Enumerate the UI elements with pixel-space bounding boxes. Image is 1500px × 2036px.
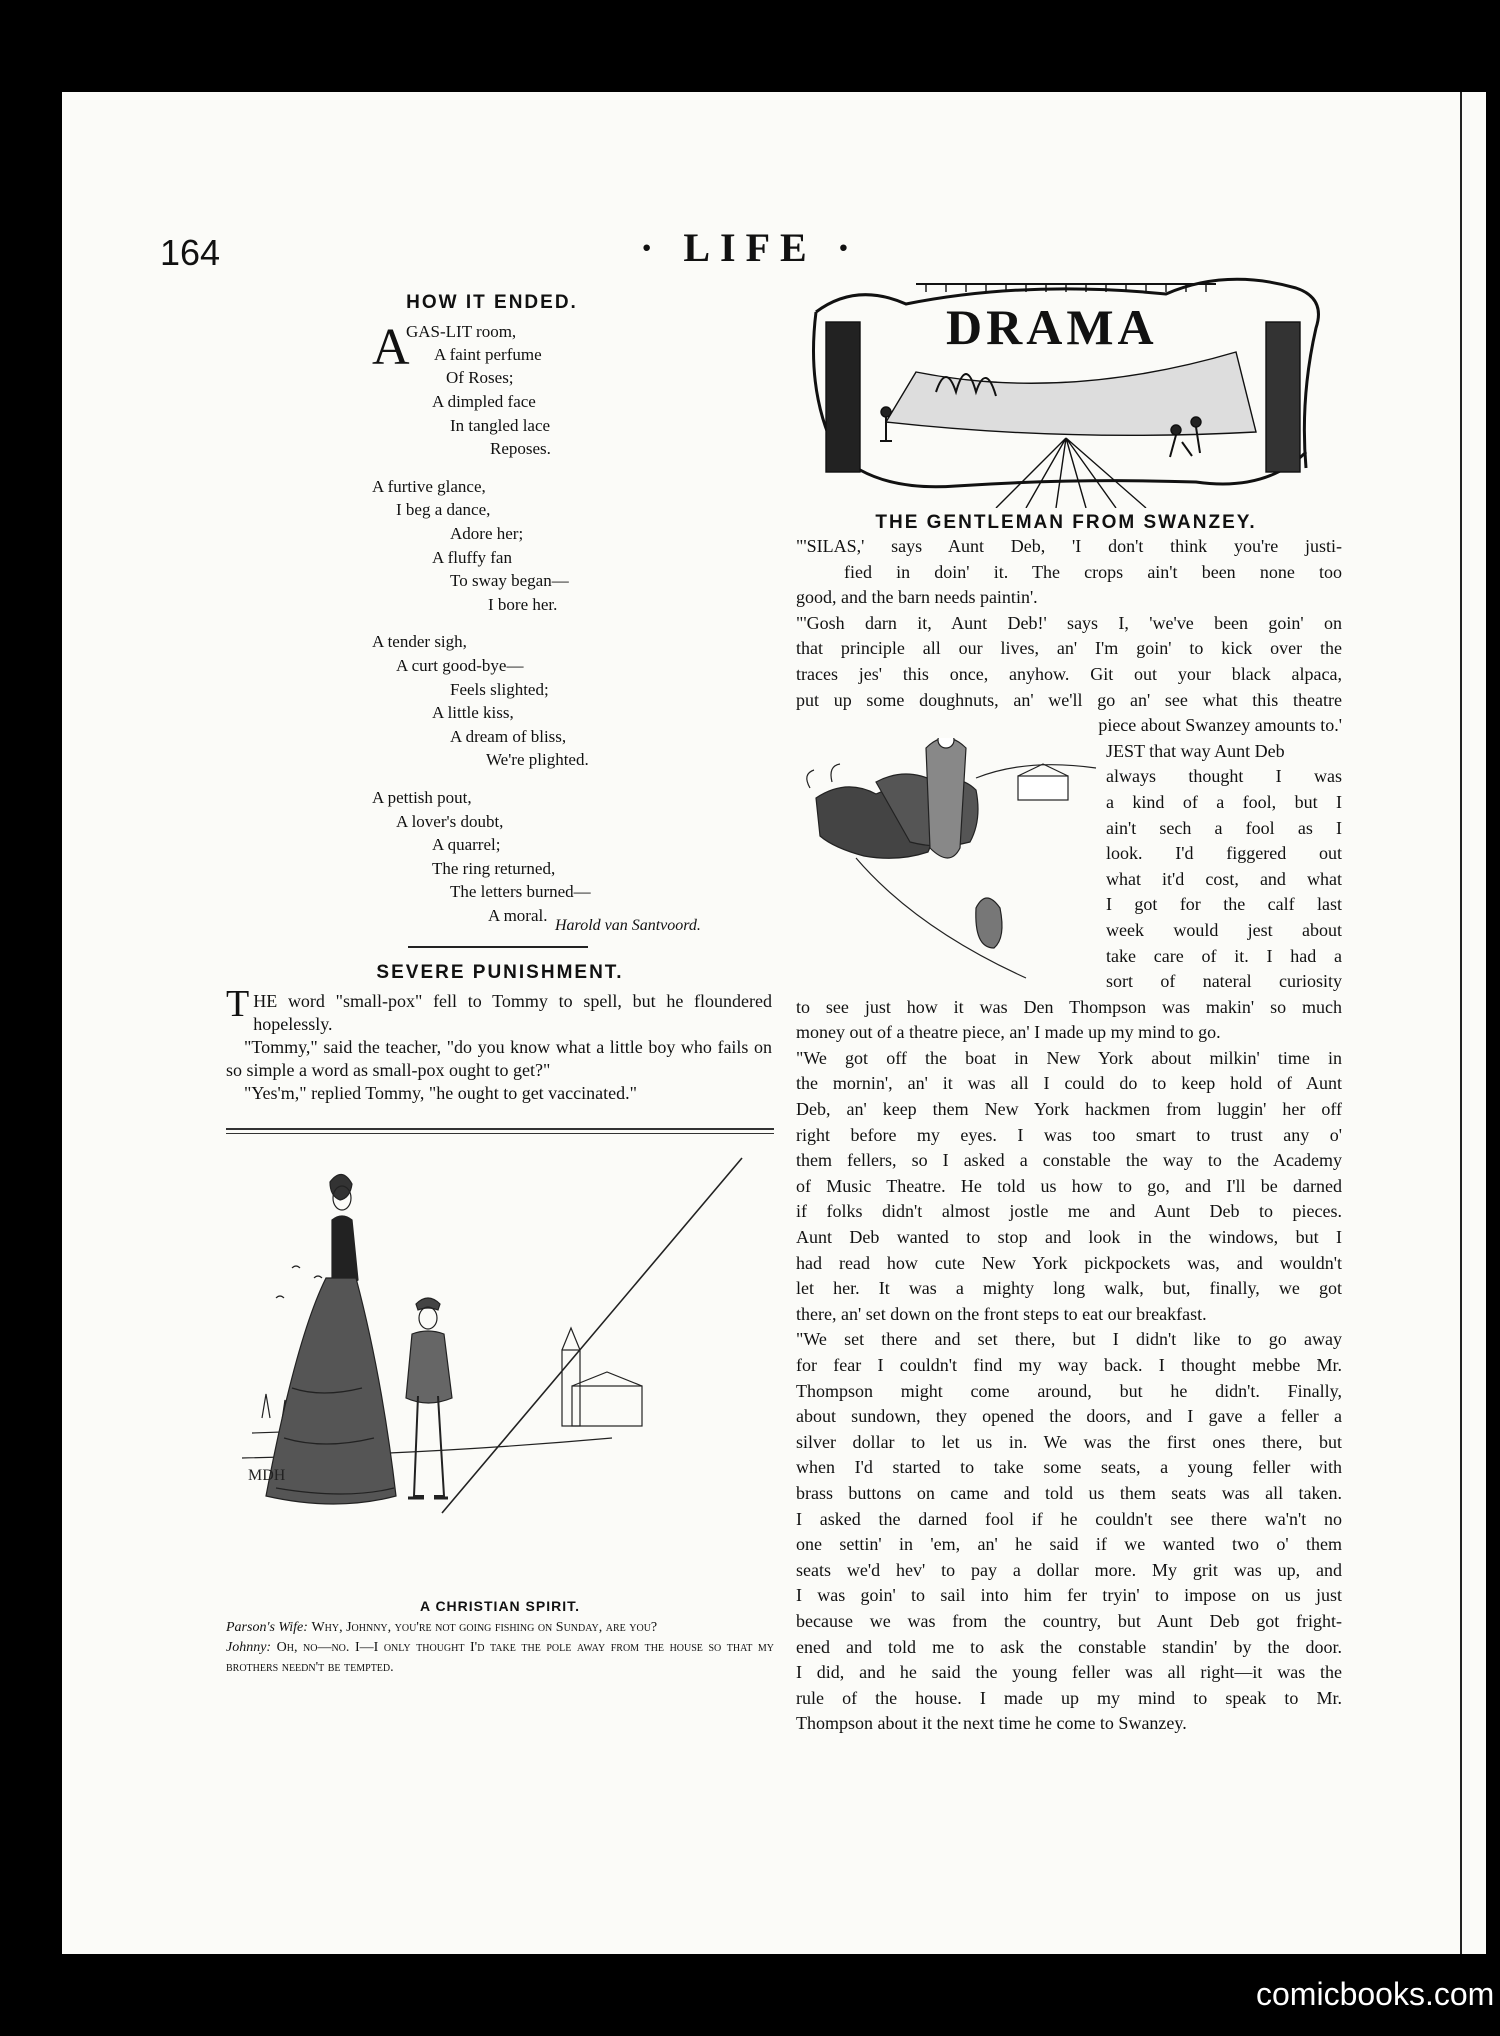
punishment-text <box>226 983 772 1105</box>
poem-line: A quarrel; <box>432 835 501 855</box>
farmhouse <box>1018 776 1068 800</box>
story-line: I did, and he said the young feller was all right—it was the <box>796 1662 1342 1683</box>
punishment-paragraph: "Tommy," said the teacher, "do you know what a little boy who fails on so simple a word as small-pox ought to get?" <box>226 1037 772 1080</box>
poem-line: A tender sigh, <box>372 632 467 652</box>
story-line: piece about Swanzey amounts to.' <box>1098 715 1342 736</box>
story-line: ain't sech a fool as I <box>1106 817 1342 838</box>
poem-line: A pettish pout, <box>372 787 472 807</box>
punishment-paragraph: THE word "small-pox" fell to Tommy to spell, but he floundered hopelessly. <box>226 983 772 1034</box>
poem-line: A furtive glance, <box>372 476 486 496</box>
poem-line: Reposes. <box>490 439 551 459</box>
story-line: week would jest about <box>1106 919 1342 940</box>
poem-line: In tangled lace <box>450 415 551 435</box>
story-line: when I'd started to take some seats, a young feller with <box>796 1457 1342 1478</box>
poem-line: I bore her. <box>488 594 558 614</box>
story-line: rule of the house. I made up my mind to speak to Mr. <box>796 1687 1342 1708</box>
poem-line: We're plighted. <box>486 750 589 770</box>
church <box>562 1328 642 1426</box>
story-line: Deb, an' keep them New York hackmen from luggin' her off <box>796 1099 1342 1120</box>
poem-stanza-3 <box>372 630 772 772</box>
story-line: to see just how it was Den Thompson was makin' so much <box>796 996 1342 1017</box>
story-line: silver dollar to let us in. We was the first ones there, but <box>796 1431 1342 1452</box>
drama-banner <box>796 272 1336 508</box>
story-line: there, an' set down on the front steps to eat our breakfast. <box>796 1303 1207 1324</box>
story-line: brass buttons on came and told us them seats was all taken. <box>796 1482 1342 1503</box>
story-intro <box>796 534 1342 739</box>
story-line: what it'd cost, and what <box>1106 868 1342 889</box>
page-number: 164 <box>160 232 221 273</box>
story-line: Thompson might come around, but he didn't. Finally, <box>796 1380 1342 1401</box>
left-column <box>826 322 860 472</box>
story-line: about sundown, they opened the doors, and I gave a feller a <box>796 1406 1342 1427</box>
poem-line: A fluffy fan <box>432 547 512 567</box>
artist-signature: MDH <box>248 1467 286 1484</box>
story-line: a kind of a fool, but I <box>1106 791 1342 812</box>
cartoon-caption <box>226 1618 774 1678</box>
story-line: I got for the calf last <box>1106 894 1342 915</box>
story-line: Thompson about it the next time he come to Swanzey. <box>796 1713 1187 1734</box>
story-line: I was goin' to sail into him fer tryin' to impose on us just <box>796 1585 1342 1606</box>
story-line: sort of nateral curiosity <box>1106 971 1342 992</box>
banner-fringe <box>926 284 1206 292</box>
drama-title: THE GENTLEMAN FROM SWANZEY. <box>875 512 1257 533</box>
poem-author: Harold van Santvoord. <box>555 917 701 934</box>
poem-stanza-1 <box>372 320 772 461</box>
double-divider <box>226 1128 774 1134</box>
speaker-text: Why, Johnny, you're not going fishing on Sunday, are you? <box>311 1620 658 1635</box>
story-line: "We set there and set there, but I didn't like to go away <box>796 1329 1342 1350</box>
masthead: · LIFE · <box>640 225 861 270</box>
child-figure <box>976 898 1002 948</box>
cartoon-illustration <box>232 1138 772 1608</box>
story-line: if folks didn't almost jostle me and Aunt Deb to pieces. <box>796 1201 1342 1222</box>
poem-line: A moral. <box>488 905 548 925</box>
poem-line: The ring returned, <box>432 858 556 878</box>
story-line: seats we'd hev' to pay a dollar more. My grit was up, and <box>796 1559 1342 1580</box>
speaker-label: Parson's Wife: <box>226 1620 308 1635</box>
farmer-figure <box>926 738 966 858</box>
boy-figure <box>406 1298 452 1498</box>
punishment-title: SEVERE PUNISHMENT. <box>376 962 624 983</box>
poem-line: Of Roses; <box>446 368 514 387</box>
right-column <box>1266 322 1300 472</box>
story-line: right before my eyes. I was too smart to trust any o' <box>796 1124 1342 1145</box>
poem-line: To sway began— <box>450 571 569 591</box>
punishment-paragraph: "Yes'm," replied Tommy, "he ought to get vaccinated." <box>244 1083 637 1103</box>
poem-drop-cap: A <box>372 319 410 376</box>
poem-line: A faint perfume <box>434 345 542 364</box>
story-line: that principle all our lives, an' I'm goin' to kick over the <box>796 638 1342 659</box>
caption-line-1 <box>226 1618 774 1638</box>
poem-stanza-2 <box>372 475 772 617</box>
story-line: traces jes' this once, anyhow. Git out your black alpaca, <box>796 663 1342 684</box>
poem-title: HOW IT ENDED. <box>406 292 578 313</box>
story-line: "'Gosh darn it, Aunt Deb!' says I, 'we've been goin' on <box>796 612 1342 633</box>
story-body <box>796 995 1342 1737</box>
caption-line-2 <box>226 1638 774 1678</box>
story-line: for fear I couldn't find my way back. I thought mebbe Mr. <box>796 1355 1342 1375</box>
punishment-drop-cap: T <box>226 983 250 1025</box>
site-watermark: comicbooks.com <box>1256 1976 1495 2012</box>
story-line: put up some doughnuts, an' we'll go an' see what this theatre <box>796 689 1342 710</box>
divider <box>408 946 588 948</box>
poem-line: Feels slighted; <box>450 679 549 699</box>
story-line: of Music Theatre. He told us how to go, and I'll be darned <box>796 1175 1342 1196</box>
story-line: one settin' in 'em, an' he said if we wanted two o' them <box>796 1534 1342 1555</box>
poem-line: A dream of bliss, <box>450 726 567 746</box>
story-line: "'SILAS,' says Aunt Deb, 'I don't think you're justi- <box>796 536 1342 556</box>
banner-title: DRAMA <box>946 299 1158 355</box>
poem-line: A lover's doubt, <box>396 811 504 831</box>
story-line: look. I'd figgered out <box>1106 843 1342 864</box>
story-line: ened and told me to ask the constable standin' by the door. <box>796 1636 1342 1657</box>
story-line: money out of a theatre piece, an' I made up my mind to go. <box>796 1022 1221 1043</box>
poem-line: A curt good-bye— <box>396 655 524 675</box>
speaker-label: Johnny: <box>226 1640 272 1655</box>
story-line: had read how cute New York pickpockets was, and wouldn't <box>796 1252 1342 1273</box>
stage-rays <box>996 438 1146 508</box>
story-line: good, and the barn needs paintin'. <box>796 587 1038 608</box>
woman-figure <box>266 1174 396 1504</box>
poem-line: Adore her; <box>450 523 524 543</box>
story-line: Aunt Deb wanted to stop and look in the windows, but I <box>796 1227 1342 1248</box>
drama-story <box>796 534 1342 1737</box>
story-line: the mornin', an' it was all I could do to keep hold of Aunt <box>796 1073 1342 1094</box>
story-line: them fellers, so I asked a constable the way to the Academy <box>796 1150 1342 1171</box>
cartoon-caption-title: A CHRISTIAN SPIRIT. <box>419 1598 581 1614</box>
fishing-pole <box>442 1158 742 1513</box>
story-line: let her. It was a mighty long walk, but, finally, we got <box>796 1278 1342 1299</box>
story-line: always thought I was <box>1106 766 1342 787</box>
poem-line: A dimpled face <box>432 392 536 411</box>
birds <box>276 1266 322 1298</box>
poem-line: GAS-LIT room, <box>406 322 517 341</box>
speaker-text: Oh, no—no. I—I only thought I'd take the pole away from the house so that my brothers needn't be tempted. <box>226 1640 775 1675</box>
story-line: "We got off the boat in New York about milkin' time in <box>796 1047 1342 1068</box>
story-line: because we was from the country, but Aunt Deb got fright- <box>796 1610 1342 1631</box>
poem-line: A little kiss, <box>432 703 514 723</box>
ox-horns <box>807 764 840 788</box>
story-line: JEST that way Aunt Deb <box>1106 740 1285 761</box>
oxen-illustration <box>796 738 1102 996</box>
story-line: fied in doin' it. The crops ain't been none too <box>844 561 1342 582</box>
poem-stanza-4 <box>372 786 772 928</box>
poem-line: The letters burned— <box>450 882 591 902</box>
poem-line: I beg a dance, <box>396 500 491 520</box>
story-line: I asked the darned fool if he couldn't see there wa'n't no <box>796 1508 1342 1529</box>
story-line: take care of it. I had a <box>1106 945 1342 966</box>
next-page-edge <box>1460 92 1486 1954</box>
poem <box>372 320 772 941</box>
